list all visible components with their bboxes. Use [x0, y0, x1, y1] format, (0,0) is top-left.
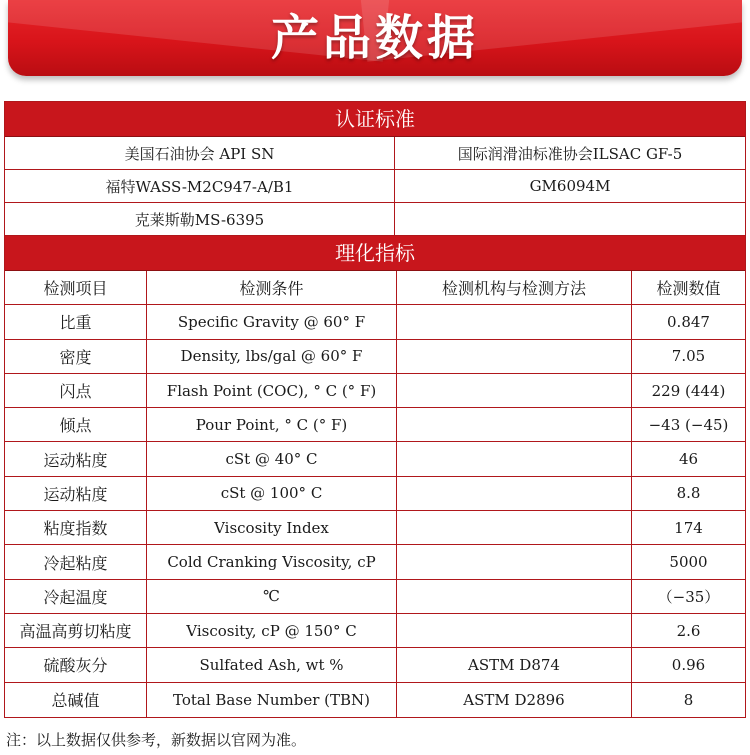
table-row: [5, 614, 745, 648]
cell-value: 46: [678, 450, 699, 469]
cell-condition: Viscosity Index: [147, 511, 397, 544]
cell-method: [397, 374, 632, 407]
table-row: [5, 477, 745, 511]
cell-item: 运动粘度: [5, 477, 147, 510]
table-row: [5, 511, 745, 545]
cell-method: [397, 305, 632, 338]
cell-item: 密度: [5, 340, 147, 373]
page-title: 产品数据: [270, 10, 479, 66]
column-header-value: 检测数值: [656, 279, 721, 299]
certification-cell: 国际润滑油标准协会ILSAC GF-5: [457, 144, 683, 163]
table-row: [5, 545, 745, 579]
cell-value: 229 (444): [651, 381, 726, 400]
cell-value: 8.8: [676, 484, 701, 503]
cell-method: [397, 545, 632, 578]
product-data-table: [4, 101, 746, 718]
certification-cell: 克莱斯勒MS-6395: [5, 203, 395, 235]
certification-row: [5, 170, 745, 203]
cell-method: [397, 580, 632, 613]
properties-header: 理化指标: [5, 236, 745, 271]
cell-method: ASTM D874: [397, 648, 632, 681]
cell-condition: cSt @ 100° C: [147, 477, 397, 510]
table-row: [5, 580, 745, 614]
cell-item: 冷起温度: [5, 580, 147, 613]
cell-item: 运动粘度: [5, 442, 147, 475]
cell-condition: Cold Cranking Viscosity, cP: [147, 545, 397, 578]
cell-condition: Specific Gravity @ 60° F: [147, 305, 397, 338]
cell-item: 冷起粘度: [5, 545, 147, 578]
column-header-method: 检测机构与检测方法: [397, 271, 632, 304]
cell-method: [397, 442, 632, 475]
cell-method: [397, 408, 632, 441]
cell-value: 174: [674, 518, 703, 537]
cell-value: 0.847: [667, 312, 710, 331]
certification-cell: GM6094M: [529, 177, 611, 195]
column-header-condition: 检测条件: [147, 271, 397, 304]
certification-row: [5, 203, 745, 236]
cell-condition: Pour Point, ° C (° F): [147, 408, 397, 441]
table-row: [5, 648, 745, 682]
cell-condition: ℃: [147, 580, 397, 613]
certification-cell: [395, 203, 745, 235]
properties-column-headers: [5, 271, 745, 305]
cell-value: 8: [683, 690, 694, 709]
banner: [0, 0, 750, 98]
column-header-item: 检测项目: [5, 271, 147, 304]
cell-item: 总碱值: [5, 683, 147, 717]
cell-item: 粘度指数: [5, 511, 147, 544]
certification-cell: 福特WASS-M2C947-A/B1: [5, 170, 395, 202]
cell-method: [397, 340, 632, 373]
cell-method: [397, 477, 632, 510]
cell-method: ASTM D2896: [397, 683, 632, 717]
table-row: [5, 442, 745, 476]
cell-condition: Flash Point (COC), ° C (° F): [147, 374, 397, 407]
table-row: [5, 305, 745, 339]
table-row: [5, 408, 745, 442]
cell-condition: Sulfated Ash, wt %: [147, 648, 397, 681]
cell-value: （−35）: [657, 587, 720, 606]
cell-item: 高温高剪切粘度: [5, 614, 147, 647]
cell-condition: cSt @ 40° C: [147, 442, 397, 475]
table-row: [5, 374, 745, 408]
certification-cell: 美国石油协会 API SN: [5, 137, 395, 169]
cell-value: 7.05: [671, 347, 706, 366]
cell-item: 闪点: [5, 374, 147, 407]
cell-method: [397, 511, 632, 544]
table-row: [5, 683, 745, 717]
cell-value: 2.6: [676, 621, 701, 640]
footnote: 注：以上数据仅供参考，新数据以官网为准。: [6, 731, 307, 749]
cell-condition: Density, lbs/gal @ 60° F: [147, 340, 397, 373]
cell-item: 比重: [5, 305, 147, 338]
table-row: [5, 340, 745, 374]
cell-condition: Viscosity, cP @ 150° C: [147, 614, 397, 647]
cell-condition: Total Base Number (TBN): [147, 683, 397, 717]
cell-value: −43 (−45): [648, 415, 729, 434]
certification-header: 认证标准: [5, 102, 745, 137]
cell-value: 5000: [669, 553, 708, 572]
cell-method: [397, 614, 632, 647]
properties-body: [5, 305, 745, 717]
certification-row: [5, 137, 745, 170]
cell-item: 倾点: [5, 408, 147, 441]
cell-item: 硫酸灰分: [5, 648, 147, 681]
cell-value: 0.96: [671, 655, 706, 674]
